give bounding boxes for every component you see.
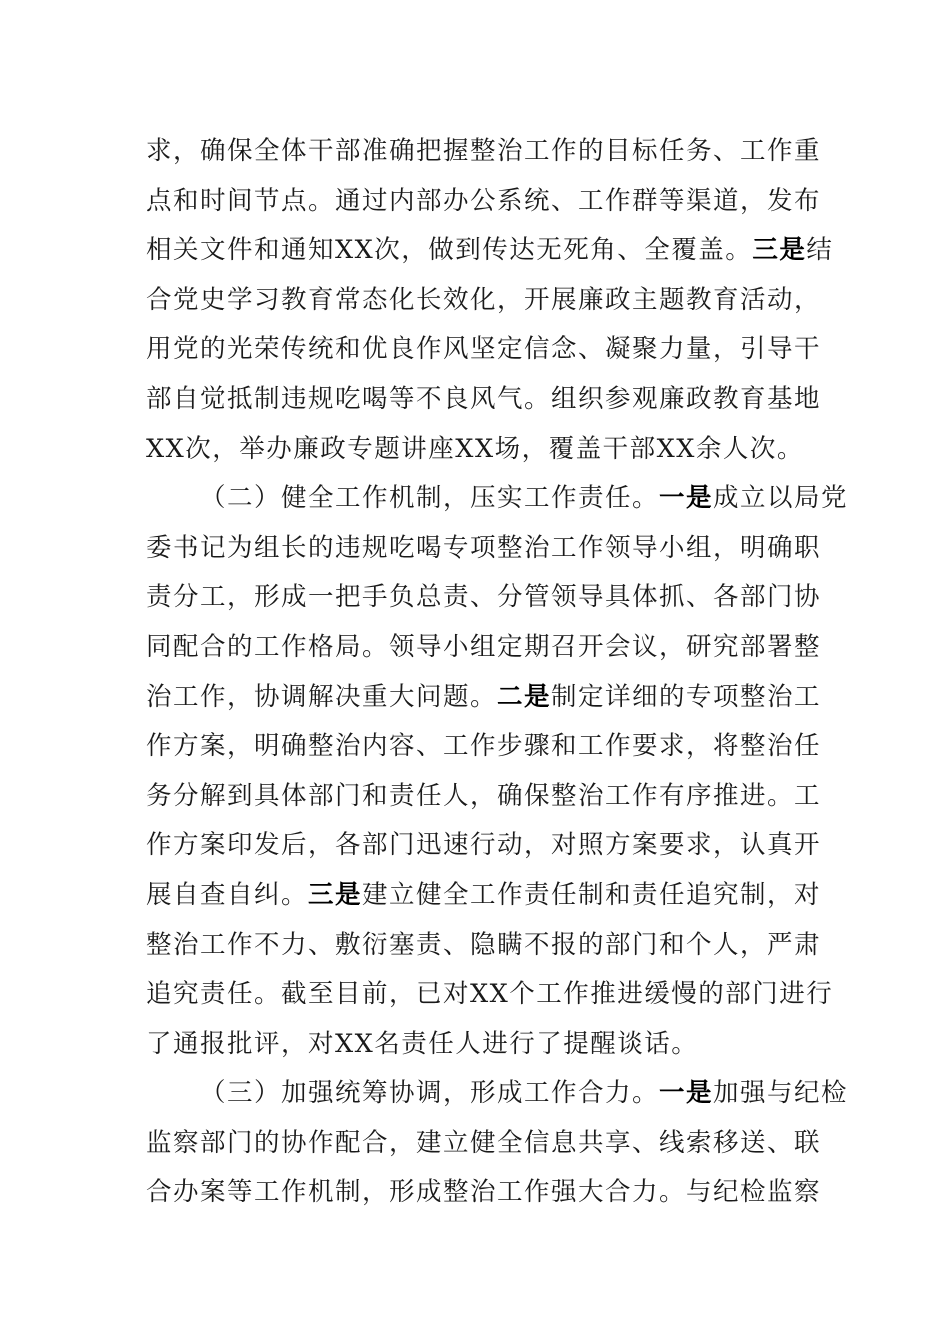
text-line: 展自查自纠。三是建立健全工作责任制和责任追究制，对 — [146, 879, 822, 910]
text-line: 同配合的工作格局。领导小组定期召开会议，研究部署整 — [146, 631, 822, 662]
emphasis: 二是 — [497, 681, 552, 712]
body-text — [146, 127, 849, 1218]
emphasis: 三是 — [308, 879, 363, 910]
text-line: 责分工，形成一把手负总责、分管领导具体抓、各部门协 — [146, 582, 822, 613]
text-line: 作方案印发后，各部门迅速行动，对照方案要求，认真开 — [146, 830, 822, 861]
text-line: 治工作，协调解决重大问题。二是制定详细的专项整治工 — [146, 681, 822, 712]
text-line: 合党史学习教育常态化长效化，开展廉政主题教育活动， — [146, 284, 822, 315]
text-line: 追究责任。截至目前，已对XX个工作推进缓慢的部门进行 — [146, 979, 834, 1010]
emphasis: 一是 — [659, 483, 714, 514]
text-line: 用党的光荣传统和优良作风坚定信念、凝聚力量，引导干 — [146, 334, 822, 365]
text-line: 监察部门的协作配合，建立健全信息共享、线索移送、联 — [146, 1127, 822, 1158]
text-line: 求，确保全体干部准确把握整治工作的目标任务、工作重 — [146, 136, 822, 166]
emphasis: 一是 — [659, 1078, 714, 1109]
emphasis: 三是 — [752, 235, 807, 266]
section-heading-line: （二）健全工作机制，压实工作责任。一是成立以局党 — [200, 483, 849, 514]
text-line: 委书记为组长的违规吃喝专项整治工作领导小组，明确职 — [146, 532, 822, 563]
text-line: 整治工作不力、敷衍塞责、隐瞒不报的部门和个人，严肃 — [146, 929, 822, 960]
text-line: 了通报批评，对XX名责任人进行了提醒谈话。 — [146, 1028, 699, 1059]
section-heading-line: （三）加强统筹协调，形成工作合力。一是加强与纪检 — [200, 1078, 849, 1109]
text-line: 作方案，明确整治内容、工作步骤和工作要求，将整治任 — [146, 731, 822, 762]
text-line: 合办案等工作机制，形成整治工作强大合力。与纪检监察 — [146, 1177, 822, 1208]
text-line: 相关文件和通知XX次，做到传达无死角、全覆盖。三是结 — [146, 235, 834, 266]
text-line: XX次，举办廉政专题讲座XX场，覆盖干部XX余人次。 — [146, 433, 804, 464]
text-line: 部自觉抵制违规吃喝等不良风气。组织参观廉政教育基地 — [146, 383, 822, 414]
text-line: 务分解到具体部门和责任人，确保整治工作有序推进。工 — [146, 780, 822, 811]
text-line: 点和时间节点。通过内部办公系统、工作群等渠道，发布 — [146, 185, 822, 216]
